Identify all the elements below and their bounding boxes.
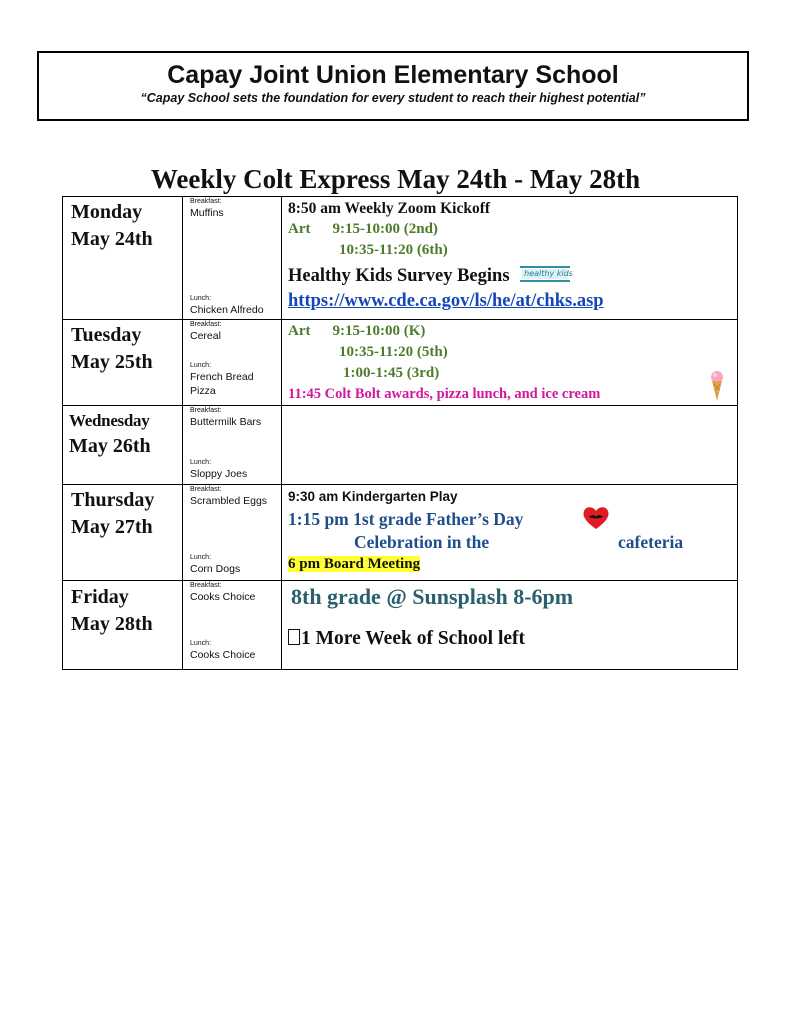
day-name: Thursday bbox=[71, 489, 155, 511]
breakfast-item: Cereal bbox=[190, 330, 221, 342]
breakfast-label: Breakfast: bbox=[190, 407, 222, 414]
breakfast-label: Breakfast: bbox=[190, 321, 222, 328]
art-label: Art bbox=[288, 323, 311, 339]
art-time: 1:00-1:45 (3rd) bbox=[343, 365, 440, 381]
events-cell bbox=[282, 406, 738, 485]
meal-cell bbox=[183, 581, 282, 670]
event-fathers-day-cont: cafeteria bbox=[618, 532, 684, 552]
event-healthy-kids-survey: Healthy Kids Survey Begins bbox=[288, 266, 510, 286]
school-motto: “Capay School sets the foundation for every student to reach their highest potential” bbox=[140, 91, 646, 105]
lunch-label: Lunch: bbox=[190, 554, 212, 561]
event-fathers-day: 1:15 pm 1st grade Father’s Day bbox=[288, 509, 524, 529]
meal-cell bbox=[183, 197, 282, 320]
logo-text: healthy kids bbox=[524, 268, 573, 278]
table-row-friday bbox=[63, 581, 738, 670]
lunch-label: Lunch: bbox=[190, 295, 212, 302]
day-cell bbox=[63, 581, 183, 670]
breakfast-item: Buttermilk Bars bbox=[190, 416, 262, 428]
lunch-item: Chicken Alfredo bbox=[190, 304, 264, 316]
breakfast-label: Breakfast: bbox=[190, 198, 222, 205]
art-time: 10:35-11:20 (5th) bbox=[339, 344, 448, 360]
events-cell bbox=[282, 581, 738, 670]
lunch-item: French Bread Pizza bbox=[190, 371, 254, 397]
lunch-item: Sloppy Joes bbox=[190, 468, 248, 480]
meal-cell bbox=[183, 485, 282, 581]
lunch-label: Lunch: bbox=[190, 640, 212, 647]
events-cell bbox=[282, 197, 738, 320]
event-colt-bolt-awards: 11:45 Colt Bolt awards, pizza lunch, and ice cream bbox=[288, 386, 601, 402]
lunch-label: Lunch: bbox=[190, 459, 212, 466]
table-row-thursday bbox=[63, 485, 738, 581]
event-zoom-kickoff: 8:50 am Weekly Zoom Kickoff bbox=[288, 200, 491, 217]
day-date: May 24th bbox=[71, 228, 153, 250]
school-name: Capay Joint Union Elementary School bbox=[167, 61, 619, 89]
event-week-remaining: 1 More Week of School left bbox=[301, 628, 526, 649]
lunch-label: Lunch: bbox=[190, 362, 212, 369]
day-name: Tuesday bbox=[71, 324, 142, 346]
event-fathers-day-cont: Celebration in the bbox=[354, 532, 490, 552]
day-cell bbox=[63, 320, 183, 406]
breakfast-label: Breakfast: bbox=[190, 486, 222, 493]
breakfast-item: Scrambled Eggs bbox=[190, 495, 268, 507]
weekly-schedule-table bbox=[62, 196, 738, 670]
art-time: 10:35-11:20 (6th) bbox=[339, 242, 448, 258]
event-kindergarten-play: 9:30 am Kindergarten Play bbox=[288, 489, 458, 504]
meal-cell bbox=[183, 320, 282, 406]
day-name: Friday bbox=[71, 586, 129, 608]
art-time: 9:15-10:00 (2nd) bbox=[332, 221, 438, 237]
day-cell bbox=[63, 197, 183, 320]
day-name: Monday bbox=[71, 201, 143, 223]
day-date: May 27th bbox=[71, 516, 153, 538]
table-row-wednesday bbox=[63, 406, 738, 485]
heart-mustache-icon bbox=[582, 505, 610, 531]
breakfast-label: Breakfast: bbox=[190, 582, 222, 589]
ice-cream-icon bbox=[710, 369, 724, 403]
newsletter-title: Weekly Colt Express May 24th - May 28th bbox=[150, 164, 641, 194]
breakfast-item: Muffins bbox=[190, 207, 224, 219]
day-date: May 26th bbox=[69, 435, 151, 457]
lunch-item: Corn Dogs bbox=[190, 563, 241, 575]
table-row-tuesday bbox=[63, 320, 738, 406]
day-cell bbox=[63, 485, 183, 581]
events-cell bbox=[282, 320, 738, 406]
event-board-meeting: 6 pm Board Meeting bbox=[288, 556, 421, 572]
art-time: 9:15-10:00 (K) bbox=[332, 323, 426, 339]
lunch-item: Cooks Choice bbox=[190, 649, 256, 661]
checkbox-icon bbox=[288, 629, 300, 645]
day-name: Wednesday bbox=[69, 411, 150, 430]
school-header-box bbox=[37, 51, 749, 121]
events-cell bbox=[282, 485, 738, 581]
day-cell bbox=[63, 406, 183, 485]
meal-cell bbox=[183, 406, 282, 485]
table-row-monday bbox=[63, 197, 738, 320]
breakfast-item: Cooks Choice bbox=[190, 591, 256, 603]
survey-link[interactable]: https://www.cde.ca.gov/ls/he/at/chks.asp bbox=[288, 291, 604, 311]
day-date: May 25th bbox=[71, 351, 153, 373]
healthy-kids-logo bbox=[520, 264, 573, 284]
art-label: Art bbox=[288, 221, 311, 237]
day-date: May 28th bbox=[71, 613, 153, 635]
event-sunsplash: 8th grade @ Sunsplash 8-6pm bbox=[291, 584, 574, 609]
